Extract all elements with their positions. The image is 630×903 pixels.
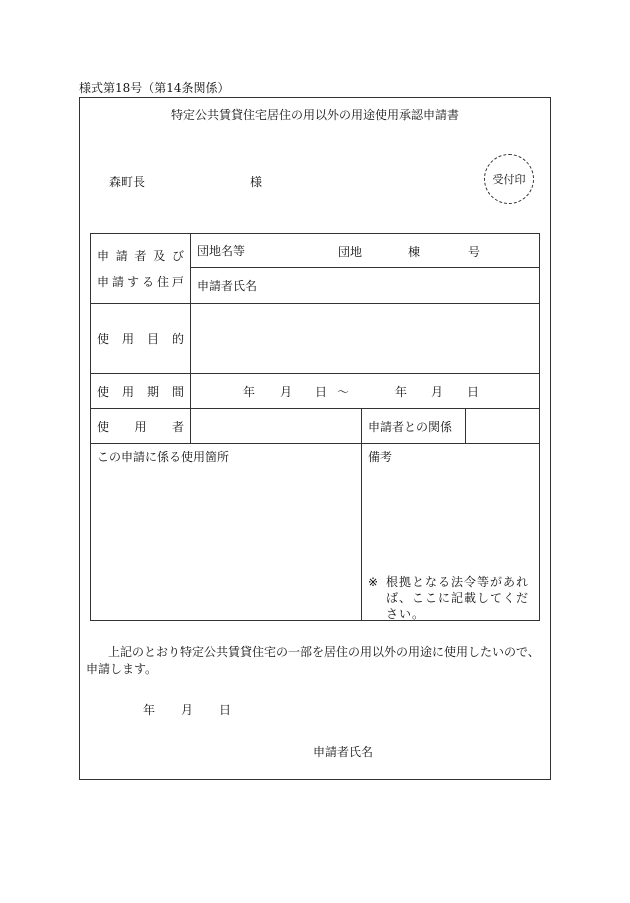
purpose-label-cell: 使 用 目 的 <box>91 304 191 374</box>
relation-input-cell[interactable] <box>466 409 540 444</box>
remarks-note-mark: ※ <box>368 575 379 589</box>
period-start-day: 日 <box>315 385 328 399</box>
reception-stamp-circle <box>484 154 534 204</box>
applicant-name-cell[interactable] <box>191 268 540 304</box>
room-unit-label: 号 <box>468 245 481 259</box>
applicant-unit-label-cell <box>91 234 191 304</box>
honorific: 様 <box>250 175 263 189</box>
declaration-text: 上記のとおり特定公共賃貸住宅の一部を居住の用以外の用途に使用したいので、申請します。 <box>86 645 540 676</box>
estate-unit-label: 団地 <box>338 245 363 259</box>
relation-label-cell: 申請者との関係 <box>362 409 466 444</box>
period-input-cell[interactable] <box>191 374 540 409</box>
estate-name-label: 団地名等 <box>197 244 246 258</box>
applicant-signature-label: 申請者氏名 <box>313 745 374 759</box>
usage-location-label: この申請に係る使用箇所 <box>97 450 230 464</box>
purpose-input-cell[interactable] <box>191 304 540 374</box>
building-unit-label: 棟 <box>408 245 421 259</box>
applicant-name-label: 申請者氏名 <box>197 279 258 293</box>
reception-stamp-label: 受付印 <box>492 173 526 186</box>
date-year-label: 年 <box>143 703 156 717</box>
period-end-day: 日 <box>467 385 480 399</box>
remarks-label: 備考 <box>368 450 393 464</box>
remarks-note <box>368 574 534 621</box>
period-start-year: 年 <box>243 385 256 399</box>
applicant-label-line-2: 申 請 す る 住 戸 <box>97 274 184 289</box>
date-month-label: 月 <box>181 703 194 717</box>
estate-name-cell[interactable] <box>191 234 540 268</box>
application-date[interactable] <box>143 701 231 718</box>
period-end-month: 月 <box>431 385 444 399</box>
addressee: 森町長 <box>109 175 146 189</box>
usage-location-cell[interactable] <box>91 444 362 621</box>
remarks-note-text: 根拠となる法令等があれば、ここに記載してください。 <box>386 575 530 621</box>
period-label-cell: 使 用 期 間 <box>91 374 191 409</box>
period-tilde: ～ <box>337 385 350 399</box>
user-input-cell[interactable] <box>191 409 362 444</box>
period-start-month: 月 <box>280 385 293 399</box>
form-number: 様式第18号（第14条関係） <box>79 81 230 95</box>
date-day-label: 日 <box>219 703 232 717</box>
applicant-label-line-1: 申 請 者 及 び <box>97 248 184 263</box>
form-title: 特定公共賃貸住宅居住の用以外の用途使用承認申請書 <box>170 108 459 122</box>
period-end-year: 年 <box>395 385 408 399</box>
remarks-cell[interactable] <box>362 444 540 621</box>
application-table <box>90 233 540 621</box>
user-label-cell: 使 用 者 <box>91 409 191 444</box>
